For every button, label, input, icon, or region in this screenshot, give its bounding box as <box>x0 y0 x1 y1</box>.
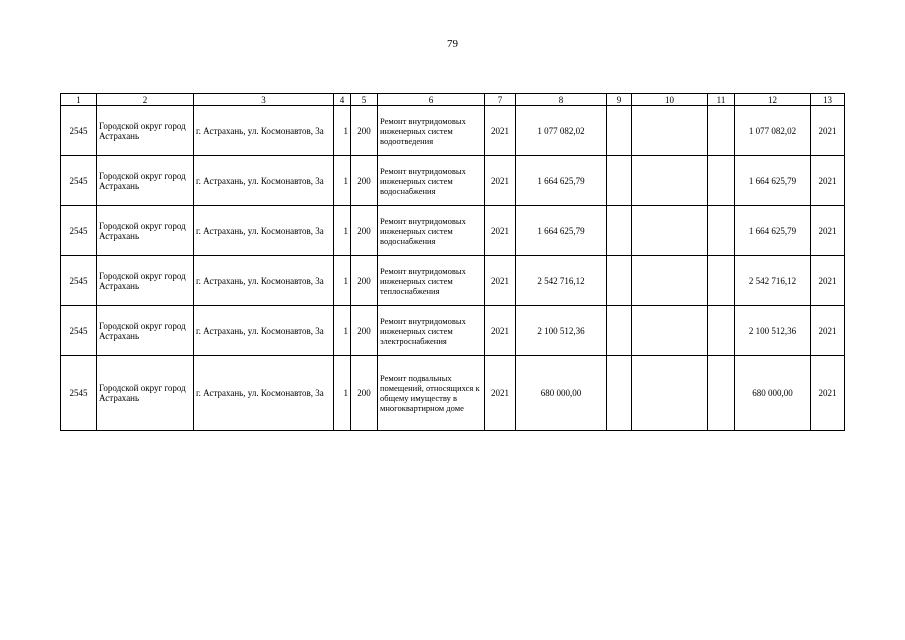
table-row <box>61 256 845 306</box>
cell-year-end: 2021 <box>811 206 845 256</box>
table-row <box>61 106 845 156</box>
cell-year-end: 2021 <box>811 256 845 306</box>
cell-amount-total: 2 542 716,12 <box>735 256 811 306</box>
cell-code: 2545 <box>61 306 97 356</box>
cell-col4: 1 <box>334 306 351 356</box>
cell-amount: 2 542 716,12 <box>516 256 607 306</box>
cell-work-type: Ремонт внутридомовых инженерных систем теплоснабжения <box>378 256 485 306</box>
cell-col9 <box>607 356 632 431</box>
column-header: 9 <box>607 94 632 106</box>
cell-year-end: 2021 <box>811 356 845 431</box>
column-header: 13 <box>811 94 845 106</box>
cell-amount: 1 664 625,79 <box>516 206 607 256</box>
cell-col11 <box>708 356 735 431</box>
cell-work-type: Ремонт внутридомовых инженерных систем водоснабжения <box>378 206 485 256</box>
cell-municipality: Городской округ город Астрахань <box>97 306 194 356</box>
cell-address: г. Астрахань, ул. Космонавтов, 3а <box>194 256 334 306</box>
cell-municipality: Городской округ город Астрахань <box>97 106 194 156</box>
cell-col4: 1 <box>334 206 351 256</box>
cell-address: г. Астрахань, ул. Космонавтов, 3а <box>194 356 334 431</box>
cell-amount: 1 077 082,02 <box>516 106 607 156</box>
cell-municipality: Городской округ город Астрахань <box>97 206 194 256</box>
column-header: 2 <box>97 94 194 106</box>
column-header: 1 <box>61 94 97 106</box>
cell-work-type: Ремонт внутридомовых инженерных систем электроснабжения <box>378 306 485 356</box>
cell-col11 <box>708 106 735 156</box>
cell-year-end: 2021 <box>811 156 845 206</box>
cell-col10 <box>632 106 708 156</box>
column-header: 12 <box>735 94 811 106</box>
column-header: 10 <box>632 94 708 106</box>
cell-amount-total: 1 664 625,79 <box>735 206 811 256</box>
cell-col11 <box>708 206 735 256</box>
cell-col11 <box>708 156 735 206</box>
cell-year: 2021 <box>485 306 516 356</box>
cell-code: 2545 <box>61 206 97 256</box>
cell-address: г. Астрахань, ул. Космонавтов, 3а <box>194 306 334 356</box>
cell-col9 <box>607 256 632 306</box>
cell-col10 <box>632 256 708 306</box>
cell-address: г. Астрахань, ул. Космонавтов, 3а <box>194 156 334 206</box>
cell-col5: 200 <box>351 356 378 431</box>
cell-col4: 1 <box>334 256 351 306</box>
cell-code: 2545 <box>61 106 97 156</box>
cell-col11 <box>708 256 735 306</box>
table-row <box>61 356 845 431</box>
cell-year-end: 2021 <box>811 106 845 156</box>
cell-code: 2545 <box>61 356 97 431</box>
cell-col5: 200 <box>351 256 378 306</box>
column-header: 3 <box>194 94 334 106</box>
cell-col5: 200 <box>351 306 378 356</box>
cell-col5: 200 <box>351 206 378 256</box>
cell-amount: 1 664 625,79 <box>516 156 607 206</box>
cell-col9 <box>607 156 632 206</box>
table-row <box>61 206 845 256</box>
column-header: 4 <box>334 94 351 106</box>
cell-code: 2545 <box>61 256 97 306</box>
column-header: 7 <box>485 94 516 106</box>
cell-year: 2021 <box>485 356 516 431</box>
cell-work-type: Ремонт внутридомовых инженерных систем водоснабжения <box>378 156 485 206</box>
column-header: 8 <box>516 94 607 106</box>
cell-address: г. Астрахань, ул. Космонавтов, 3а <box>194 106 334 156</box>
cell-amount-total: 680 000,00 <box>735 356 811 431</box>
column-header: 5 <box>351 94 378 106</box>
cell-col5: 200 <box>351 156 378 206</box>
cell-col10 <box>632 156 708 206</box>
cell-amount: 680 000,00 <box>516 356 607 431</box>
repair-register-table <box>60 93 845 431</box>
cell-work-type: Ремонт подвальных помещений, относящихся к общему имуществу в многоквартирном доме <box>378 356 485 431</box>
cell-amount: 2 100 512,36 <box>516 306 607 356</box>
cell-col4: 1 <box>334 106 351 156</box>
cell-col11 <box>708 306 735 356</box>
cell-address: г. Астрахань, ул. Космонавтов, 3а <box>194 206 334 256</box>
page-number: 79 <box>447 38 458 50</box>
cell-col9 <box>607 106 632 156</box>
cell-col4: 1 <box>334 356 351 431</box>
cell-work-type: Ремонт внутридомовых инженерных систем водоотведения <box>378 106 485 156</box>
cell-amount-total: 2 100 512,36 <box>735 306 811 356</box>
cell-col10 <box>632 356 708 431</box>
cell-col10 <box>632 306 708 356</box>
table-row <box>61 156 845 206</box>
cell-municipality: Городской округ город Астрахань <box>97 356 194 431</box>
cell-year: 2021 <box>485 206 516 256</box>
cell-municipality: Городской округ город Астрахань <box>97 256 194 306</box>
cell-year: 2021 <box>485 156 516 206</box>
column-header: 11 <box>708 94 735 106</box>
cell-col5: 200 <box>351 106 378 156</box>
header-row <box>61 94 845 106</box>
cell-col10 <box>632 206 708 256</box>
table-row <box>61 306 845 356</box>
column-header: 6 <box>378 94 485 106</box>
cell-year: 2021 <box>485 256 516 306</box>
cell-amount-total: 1 077 082,02 <box>735 106 811 156</box>
cell-col9 <box>607 306 632 356</box>
cell-year-end: 2021 <box>811 306 845 356</box>
cell-col4: 1 <box>334 156 351 206</box>
cell-year: 2021 <box>485 106 516 156</box>
cell-municipality: Городской округ город Астрахань <box>97 156 194 206</box>
cell-col9 <box>607 206 632 256</box>
cell-code: 2545 <box>61 156 97 206</box>
cell-amount-total: 1 664 625,79 <box>735 156 811 206</box>
